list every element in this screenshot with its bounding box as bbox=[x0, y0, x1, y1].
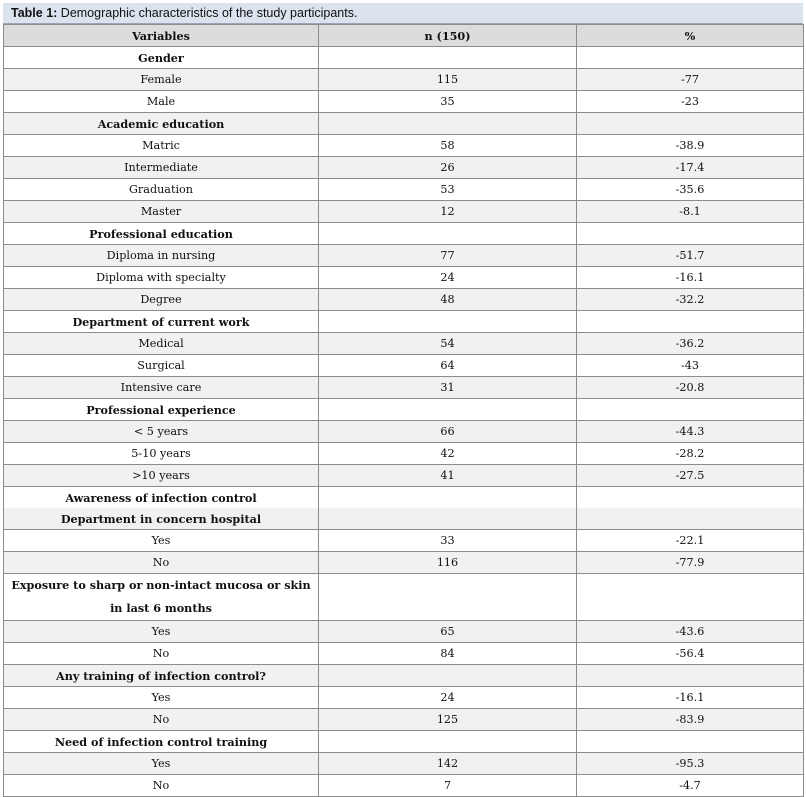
n-cell: 116 bbox=[319, 552, 577, 574]
percent-cell: -43.6 bbox=[577, 621, 804, 643]
percent-cell: -43 bbox=[577, 355, 804, 377]
n-cell bbox=[319, 311, 577, 333]
percent-cell: -44.3 bbox=[577, 421, 804, 443]
percent-cell bbox=[577, 311, 804, 333]
variable-cell: Degree bbox=[4, 289, 319, 311]
variable-cell: Surgical bbox=[4, 355, 319, 377]
percent-cell: -56.4 bbox=[577, 643, 804, 665]
n-cell bbox=[319, 508, 577, 530]
table-header bbox=[4, 25, 804, 47]
variable-cell: >10 years bbox=[4, 465, 319, 487]
n-cell: 53 bbox=[319, 179, 577, 201]
n-cell: 142 bbox=[319, 753, 577, 775]
n-cell bbox=[319, 113, 577, 135]
n-cell: 64 bbox=[319, 355, 577, 377]
table-group-row bbox=[4, 47, 804, 69]
variable-cell: No bbox=[4, 709, 319, 731]
variable-cell: Department in concern hospital bbox=[4, 508, 319, 530]
n-cell: 77 bbox=[319, 245, 577, 267]
table-row bbox=[4, 91, 804, 113]
n-cell: 33 bbox=[319, 530, 577, 552]
percent-cell: -51.7 bbox=[577, 245, 804, 267]
variable-cell: Master bbox=[4, 201, 319, 223]
n-cell: 12 bbox=[319, 201, 577, 223]
variable-cell: Matric bbox=[4, 135, 319, 157]
n-cell: 26 bbox=[319, 157, 577, 179]
variable-cell: No bbox=[4, 643, 319, 665]
n-cell: 42 bbox=[319, 443, 577, 465]
percent-cell: -17.4 bbox=[577, 157, 804, 179]
table-group-row bbox=[4, 113, 804, 135]
table-group-row bbox=[4, 665, 804, 687]
percent-cell: -35.6 bbox=[577, 179, 804, 201]
variable-cell: Yes bbox=[4, 530, 319, 552]
n-cell: 7 bbox=[319, 775, 577, 797]
table-group-row bbox=[4, 487, 804, 509]
table-row bbox=[4, 643, 804, 665]
percent-cell bbox=[577, 399, 804, 421]
variable-cell: Graduation bbox=[4, 179, 319, 201]
percent-cell bbox=[577, 487, 804, 509]
n-cell: 24 bbox=[319, 267, 577, 289]
n-cell bbox=[319, 223, 577, 245]
table-row bbox=[4, 465, 804, 487]
table-row bbox=[4, 377, 804, 399]
percent-cell: -83.9 bbox=[577, 709, 804, 731]
variable-cell: Any training of infection control? bbox=[4, 665, 319, 687]
table-row bbox=[4, 201, 804, 223]
variable-cell: Female bbox=[4, 69, 319, 91]
variable-cell: < 5 years bbox=[4, 421, 319, 443]
table-row bbox=[4, 775, 804, 797]
variable-cell: Medical bbox=[4, 333, 319, 355]
percent-cell: -16.1 bbox=[577, 267, 804, 289]
percent-cell bbox=[577, 574, 804, 621]
n-cell: 35 bbox=[319, 91, 577, 113]
percent-cell: -20.8 bbox=[577, 377, 804, 399]
variable-cell: Intermediate bbox=[4, 157, 319, 179]
variable-cell: Exposure to sharp or non-intact mucosa or skin in last 6 months bbox=[4, 574, 319, 621]
percent-cell: -27.5 bbox=[577, 465, 804, 487]
variable-cell: Professional experience bbox=[4, 399, 319, 421]
percent-cell: -23 bbox=[577, 91, 804, 113]
table-row bbox=[4, 709, 804, 731]
variable-cell: Male bbox=[4, 91, 319, 113]
variable-cell: No bbox=[4, 552, 319, 574]
variable-cell: Yes bbox=[4, 753, 319, 775]
table-row bbox=[4, 530, 804, 552]
table-row bbox=[4, 135, 804, 157]
table-group-row bbox=[4, 574, 804, 621]
column-header-n: n (150) bbox=[319, 25, 577, 47]
table-row bbox=[4, 267, 804, 289]
n-cell bbox=[319, 665, 577, 687]
percent-cell: -16.1 bbox=[577, 687, 804, 709]
table-caption bbox=[3, 3, 803, 24]
table-row bbox=[4, 333, 804, 355]
n-cell bbox=[319, 399, 577, 421]
percent-cell bbox=[577, 508, 804, 530]
table-row bbox=[4, 355, 804, 377]
percent-cell: -77.9 bbox=[577, 552, 804, 574]
variable-cell: Diploma with specialty bbox=[4, 267, 319, 289]
n-cell: 41 bbox=[319, 465, 577, 487]
percent-cell: -4.7 bbox=[577, 775, 804, 797]
table-group-row bbox=[4, 311, 804, 333]
table-caption-label: Table 1: bbox=[11, 6, 58, 20]
percent-cell bbox=[577, 223, 804, 245]
table-row bbox=[4, 753, 804, 775]
percent-cell: -95.3 bbox=[577, 753, 804, 775]
n-cell: 125 bbox=[319, 709, 577, 731]
n-cell: 31 bbox=[319, 377, 577, 399]
n-cell: 66 bbox=[319, 421, 577, 443]
variable-cell: Diploma in nursing bbox=[4, 245, 319, 267]
variable-cell: Academic education bbox=[4, 113, 319, 135]
table-row bbox=[4, 179, 804, 201]
header-row bbox=[4, 25, 804, 47]
n-cell bbox=[319, 47, 577, 69]
variable-cell: Awareness of infection control bbox=[4, 487, 319, 509]
n-cell bbox=[319, 487, 577, 509]
percent-cell bbox=[577, 113, 804, 135]
n-cell: 24 bbox=[319, 687, 577, 709]
variable-cell: Professional education bbox=[4, 223, 319, 245]
table-row bbox=[4, 157, 804, 179]
table-row bbox=[4, 621, 804, 643]
percent-cell: -28.2 bbox=[577, 443, 804, 465]
n-cell: 48 bbox=[319, 289, 577, 311]
table-group-row bbox=[4, 731, 804, 753]
n-cell bbox=[319, 574, 577, 621]
percent-cell bbox=[577, 665, 804, 687]
column-header-variables: Variables bbox=[4, 25, 319, 47]
table-row bbox=[4, 443, 804, 465]
table-group-row bbox=[4, 223, 804, 245]
variable-cell: Department of current work bbox=[4, 311, 319, 333]
variable-cell: Gender bbox=[4, 47, 319, 69]
table-row bbox=[4, 552, 804, 574]
table-row bbox=[4, 421, 804, 443]
n-cell: 84 bbox=[319, 643, 577, 665]
demographics-table bbox=[3, 24, 804, 797]
percent-cell: -22.1 bbox=[577, 530, 804, 552]
n-cell: 58 bbox=[319, 135, 577, 157]
percent-cell: -77 bbox=[577, 69, 804, 91]
percent-cell bbox=[577, 47, 804, 69]
percent-cell: -38.9 bbox=[577, 135, 804, 157]
percent-cell: -32.2 bbox=[577, 289, 804, 311]
variable-cell: No bbox=[4, 775, 319, 797]
table-row bbox=[4, 687, 804, 709]
variable-cell: Intensive care bbox=[4, 377, 319, 399]
n-cell: 115 bbox=[319, 69, 577, 91]
percent-cell: -8.1 bbox=[577, 201, 804, 223]
n-cell bbox=[319, 731, 577, 753]
table-caption-text: Demographic characteristics of the study participants. bbox=[57, 6, 358, 20]
n-cell: 54 bbox=[319, 333, 577, 355]
table-row bbox=[4, 289, 804, 311]
column-header-percent: % bbox=[577, 25, 804, 47]
table-group-row bbox=[4, 399, 804, 421]
variable-cell: 5-10 years bbox=[4, 443, 319, 465]
percent-cell bbox=[577, 731, 804, 753]
variable-cell: Yes bbox=[4, 621, 319, 643]
percent-cell: -36.2 bbox=[577, 333, 804, 355]
table-body bbox=[4, 47, 804, 797]
variable-cell: Need of infection control training bbox=[4, 731, 319, 753]
n-cell: 65 bbox=[319, 621, 577, 643]
variable-cell: Yes bbox=[4, 687, 319, 709]
table-group-row bbox=[4, 508, 804, 530]
table-row bbox=[4, 69, 804, 91]
table-row bbox=[4, 245, 804, 267]
